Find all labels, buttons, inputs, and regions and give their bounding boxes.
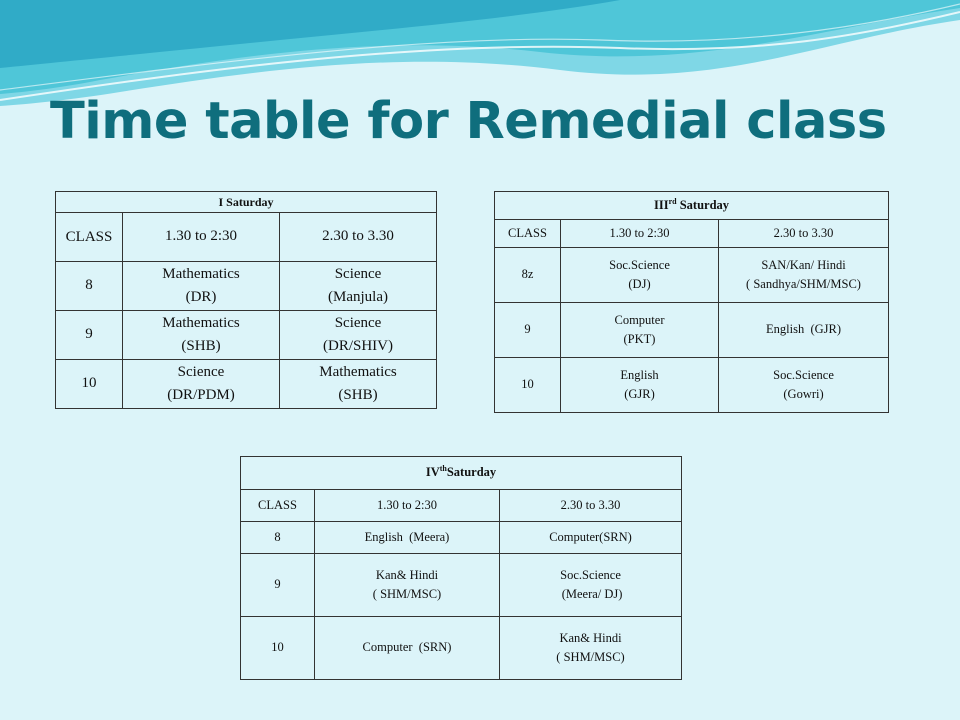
class-cell: 10 [56,360,123,409]
timetable-fourth-saturday [240,456,682,680]
table-row [495,248,889,303]
column-header-class: CLASS [495,220,561,248]
slot1-cell: English (GJR) [561,358,719,413]
slot2-cell: Soc.Science (Gowri) [719,358,889,413]
column-header-class: CLASS [56,213,123,262]
table-row [241,617,682,680]
class-cell: 9 [56,311,123,360]
slot2-cell: Soc.Science (Meera/ DJ) [500,554,682,617]
table-heading: I Saturday [56,192,437,213]
column-header-slot1: 1.30 to 2:30 [561,220,719,248]
table-row [56,262,437,311]
class-cell: 8 [241,522,315,554]
table-header-row [495,220,889,248]
table-row [56,360,437,409]
class-cell: 10 [241,617,315,680]
table-heading: IVthSaturday [241,457,682,490]
slot1-cell: Soc.Science (DJ) [561,248,719,303]
class-cell: 10 [495,358,561,413]
table-row [241,554,682,617]
table-header-row [56,213,437,262]
column-header-slot1: 1.30 to 2:30 [123,213,280,262]
class-cell: 9 [495,303,561,358]
slot2-cell: Computer(SRN) [500,522,682,554]
slot1-cell: English (Meera) [315,522,500,554]
column-header-slot2: 2.30 to 3.30 [500,490,682,522]
column-header-slot1: 1.30 to 2:30 [315,490,500,522]
timetable-first-saturday [55,191,437,409]
page-title: Time table for Remedial class [50,92,887,151]
slot2-cell: Mathematics (SHB) [280,360,437,409]
table-row [241,522,682,554]
table-header-row [241,490,682,522]
slot2-cell: SAN/Kan/ Hindi ( Sandhya/SHM/MSC) [719,248,889,303]
slot2-cell: Science (DR/SHIV) [280,311,437,360]
slot2-cell: English (GJR) [719,303,889,358]
column-header-slot2: 2.30 to 3.30 [280,213,437,262]
class-cell: 8z [495,248,561,303]
class-cell: 8 [56,262,123,311]
column-header-slot2: 2.30 to 3.30 [719,220,889,248]
column-header-class: CLASS [241,490,315,522]
table-row [495,358,889,413]
slot2-cell: Kan& Hindi ( SHM/MSC) [500,617,682,680]
table-row [495,303,889,358]
slot1-cell: Mathematics (DR) [123,262,280,311]
table-heading: IIIrd Saturday [495,192,889,220]
table-row [56,311,437,360]
slot1-cell: Computer (SRN) [315,617,500,680]
class-cell: 9 [241,554,315,617]
slot1-cell: Kan& Hindi ( SHM/MSC) [315,554,500,617]
timetable-third-saturday [494,191,889,413]
slot1-cell: Computer (PKT) [561,303,719,358]
slot2-cell: Science (Manjula) [280,262,437,311]
slot1-cell: Mathematics (SHB) [123,311,280,360]
slot1-cell: Science (DR/PDM) [123,360,280,409]
